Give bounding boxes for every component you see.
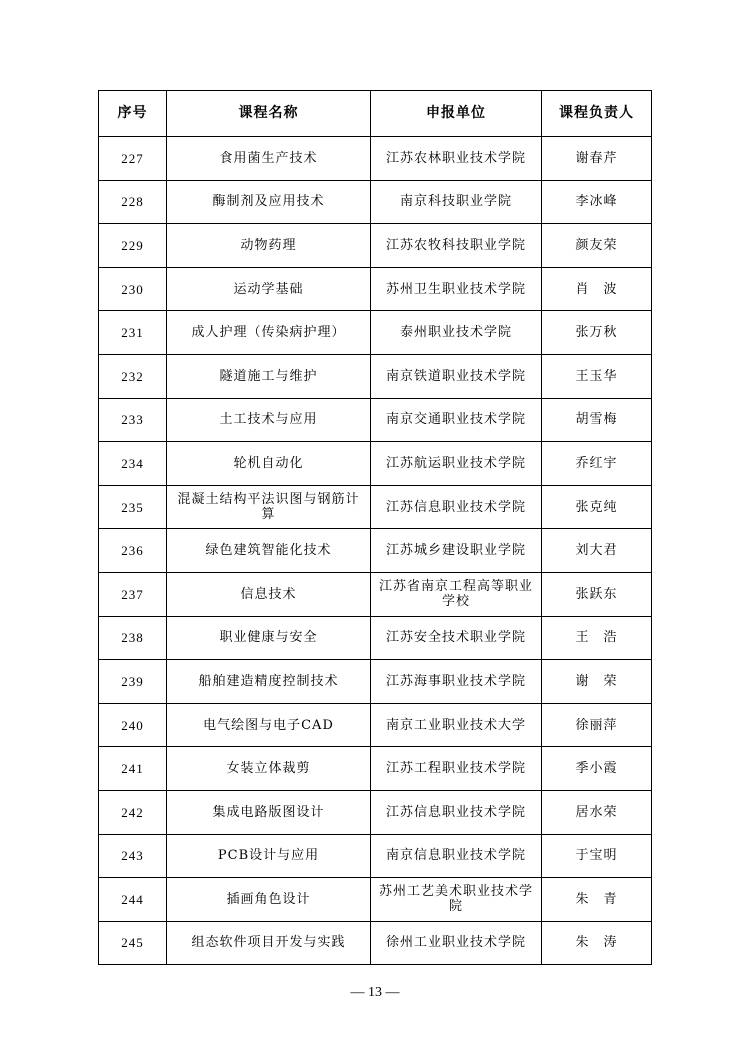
table-row <box>99 878 652 922</box>
course-leader-cell: 肖 波 <box>542 267 652 311</box>
serial-number-cell: 229 <box>99 224 167 268</box>
course-name-cell: 成人护理（传染病护理） <box>167 311 371 355</box>
serial-number-cell: 231 <box>99 311 167 355</box>
table-row <box>99 790 652 834</box>
applicant-unit-cell: 江苏城乡建设职业学院 <box>371 529 542 573</box>
course-leader-cell: 居水荣 <box>542 790 652 834</box>
table-row <box>99 137 652 181</box>
course-name-cell: 酶制剂及应用技术 <box>167 180 371 224</box>
table-row <box>99 354 652 398</box>
course-leader-cell: 胡雪梅 <box>542 398 652 442</box>
table-body <box>99 137 652 965</box>
applicant-unit-cell: 南京工业职业技术大学 <box>371 703 542 747</box>
header-course-name: 课程名称 <box>167 91 371 137</box>
course-leader-cell: 于宝明 <box>542 834 652 878</box>
serial-number-cell: 227 <box>99 137 167 181</box>
course-name-cell: 职业健康与安全 <box>167 616 371 660</box>
course-name-cell: 插画角色设计 <box>167 878 371 922</box>
serial-number-cell: 232 <box>99 354 167 398</box>
table-header <box>99 91 652 137</box>
course-leader-cell: 刘大君 <box>542 529 652 573</box>
course-leader-cell: 谢 荣 <box>542 660 652 704</box>
table-row <box>99 398 652 442</box>
applicant-unit-cell: 江苏省南京工程高等职业学校 <box>371 572 542 616</box>
course-name-cell: PCB设计与应用 <box>167 834 371 878</box>
serial-number-cell: 242 <box>99 790 167 834</box>
course-leader-cell: 徐丽萍 <box>542 703 652 747</box>
course-name-cell: 集成电路版图设计 <box>167 790 371 834</box>
applicant-unit-cell: 江苏农牧科技职业学院 <box>371 224 542 268</box>
course-leader-cell: 王 浩 <box>542 616 652 660</box>
applicant-unit-cell: 苏州工艺美术职业技术学院 <box>371 878 542 922</box>
header-applicant-unit: 申报单位 <box>371 91 542 137</box>
serial-number-cell: 235 <box>99 485 167 529</box>
serial-number-cell: 240 <box>99 703 167 747</box>
course-leader-cell: 张万秋 <box>542 311 652 355</box>
applicant-unit-cell: 江苏海事职业技术学院 <box>371 660 542 704</box>
course-leader-cell: 朱 青 <box>542 878 652 922</box>
course-leader-cell: 谢春芹 <box>542 137 652 181</box>
serial-number-cell: 230 <box>99 267 167 311</box>
serial-number-cell: 238 <box>99 616 167 660</box>
serial-number-cell: 233 <box>99 398 167 442</box>
header-course-leader: 课程负责人 <box>542 91 652 137</box>
table-row <box>99 616 652 660</box>
table-row <box>99 703 652 747</box>
serial-number-cell: 234 <box>99 442 167 486</box>
page-number: — 13 — <box>350 985 400 1000</box>
course-name-cell: 电气绘图与电子CAD <box>167 703 371 747</box>
serial-number-cell: 243 <box>99 834 167 878</box>
course-leader-cell: 朱 涛 <box>542 921 652 965</box>
table-row <box>99 267 652 311</box>
course-leader-cell: 李冰峰 <box>542 180 652 224</box>
course-name-cell: 轮机自动化 <box>167 442 371 486</box>
serial-number-cell: 245 <box>99 921 167 965</box>
course-name-cell: 信息技术 <box>167 572 371 616</box>
table-row <box>99 224 652 268</box>
table-row <box>99 442 652 486</box>
applicant-unit-cell: 江苏航运职业技术学院 <box>371 442 542 486</box>
course-name-cell: 混凝土结构平法识图与钢筋计算 <box>167 485 371 529</box>
course-name-cell: 食用菌生产技术 <box>167 137 371 181</box>
applicant-unit-cell: 江苏安全技术职业学院 <box>371 616 542 660</box>
course-name-cell: 绿色建筑智能化技术 <box>167 529 371 573</box>
course-name-cell: 女装立体裁剪 <box>167 747 371 791</box>
course-name-cell: 土工技术与应用 <box>167 398 371 442</box>
table-row <box>99 834 652 878</box>
serial-number-cell: 244 <box>99 878 167 922</box>
course-leader-cell: 张克纯 <box>542 485 652 529</box>
course-leader-cell: 季小霞 <box>542 747 652 791</box>
applicant-unit-cell: 苏州卫生职业技术学院 <box>371 267 542 311</box>
serial-number-cell: 236 <box>99 529 167 573</box>
applicant-unit-cell: 江苏工程职业技术学院 <box>371 747 542 791</box>
table-row <box>99 572 652 616</box>
course-name-cell: 隧道施工与维护 <box>167 354 371 398</box>
table-row <box>99 921 652 965</box>
applicant-unit-cell: 徐州工业职业技术学院 <box>371 921 542 965</box>
header-row <box>99 91 652 137</box>
table-row <box>99 747 652 791</box>
applicant-unit-cell: 南京信息职业技术学院 <box>371 834 542 878</box>
course-name-cell: 船舶建造精度控制技术 <box>167 660 371 704</box>
table-row <box>99 180 652 224</box>
course-table <box>98 90 652 965</box>
applicant-unit-cell: 南京交通职业技术学院 <box>371 398 542 442</box>
table-row <box>99 529 652 573</box>
applicant-unit-cell: 江苏信息职业技术学院 <box>371 485 542 529</box>
table-row <box>99 485 652 529</box>
applicant-unit-cell: 南京铁道职业技术学院 <box>371 354 542 398</box>
serial-number-cell: 241 <box>99 747 167 791</box>
serial-number-cell: 228 <box>99 180 167 224</box>
course-name-cell: 运动学基础 <box>167 267 371 311</box>
applicant-unit-cell: 泰州职业技术学院 <box>371 311 542 355</box>
course-leader-cell: 王玉华 <box>542 354 652 398</box>
table-row <box>99 660 652 704</box>
course-name-cell: 动物药理 <box>167 224 371 268</box>
applicant-unit-cell: 江苏信息职业技术学院 <box>371 790 542 834</box>
course-leader-cell: 张跃东 <box>542 572 652 616</box>
course-leader-cell: 颜友荣 <box>542 224 652 268</box>
table-row <box>99 311 652 355</box>
serial-number-cell: 237 <box>99 572 167 616</box>
serial-number-cell: 239 <box>99 660 167 704</box>
course-name-cell: 组态软件项目开发与实践 <box>167 921 371 965</box>
header-serial-number: 序号 <box>99 91 167 137</box>
course-leader-cell: 乔红宇 <box>542 442 652 486</box>
applicant-unit-cell: 南京科技职业学院 <box>371 180 542 224</box>
applicant-unit-cell: 江苏农林职业技术学院 <box>371 137 542 181</box>
